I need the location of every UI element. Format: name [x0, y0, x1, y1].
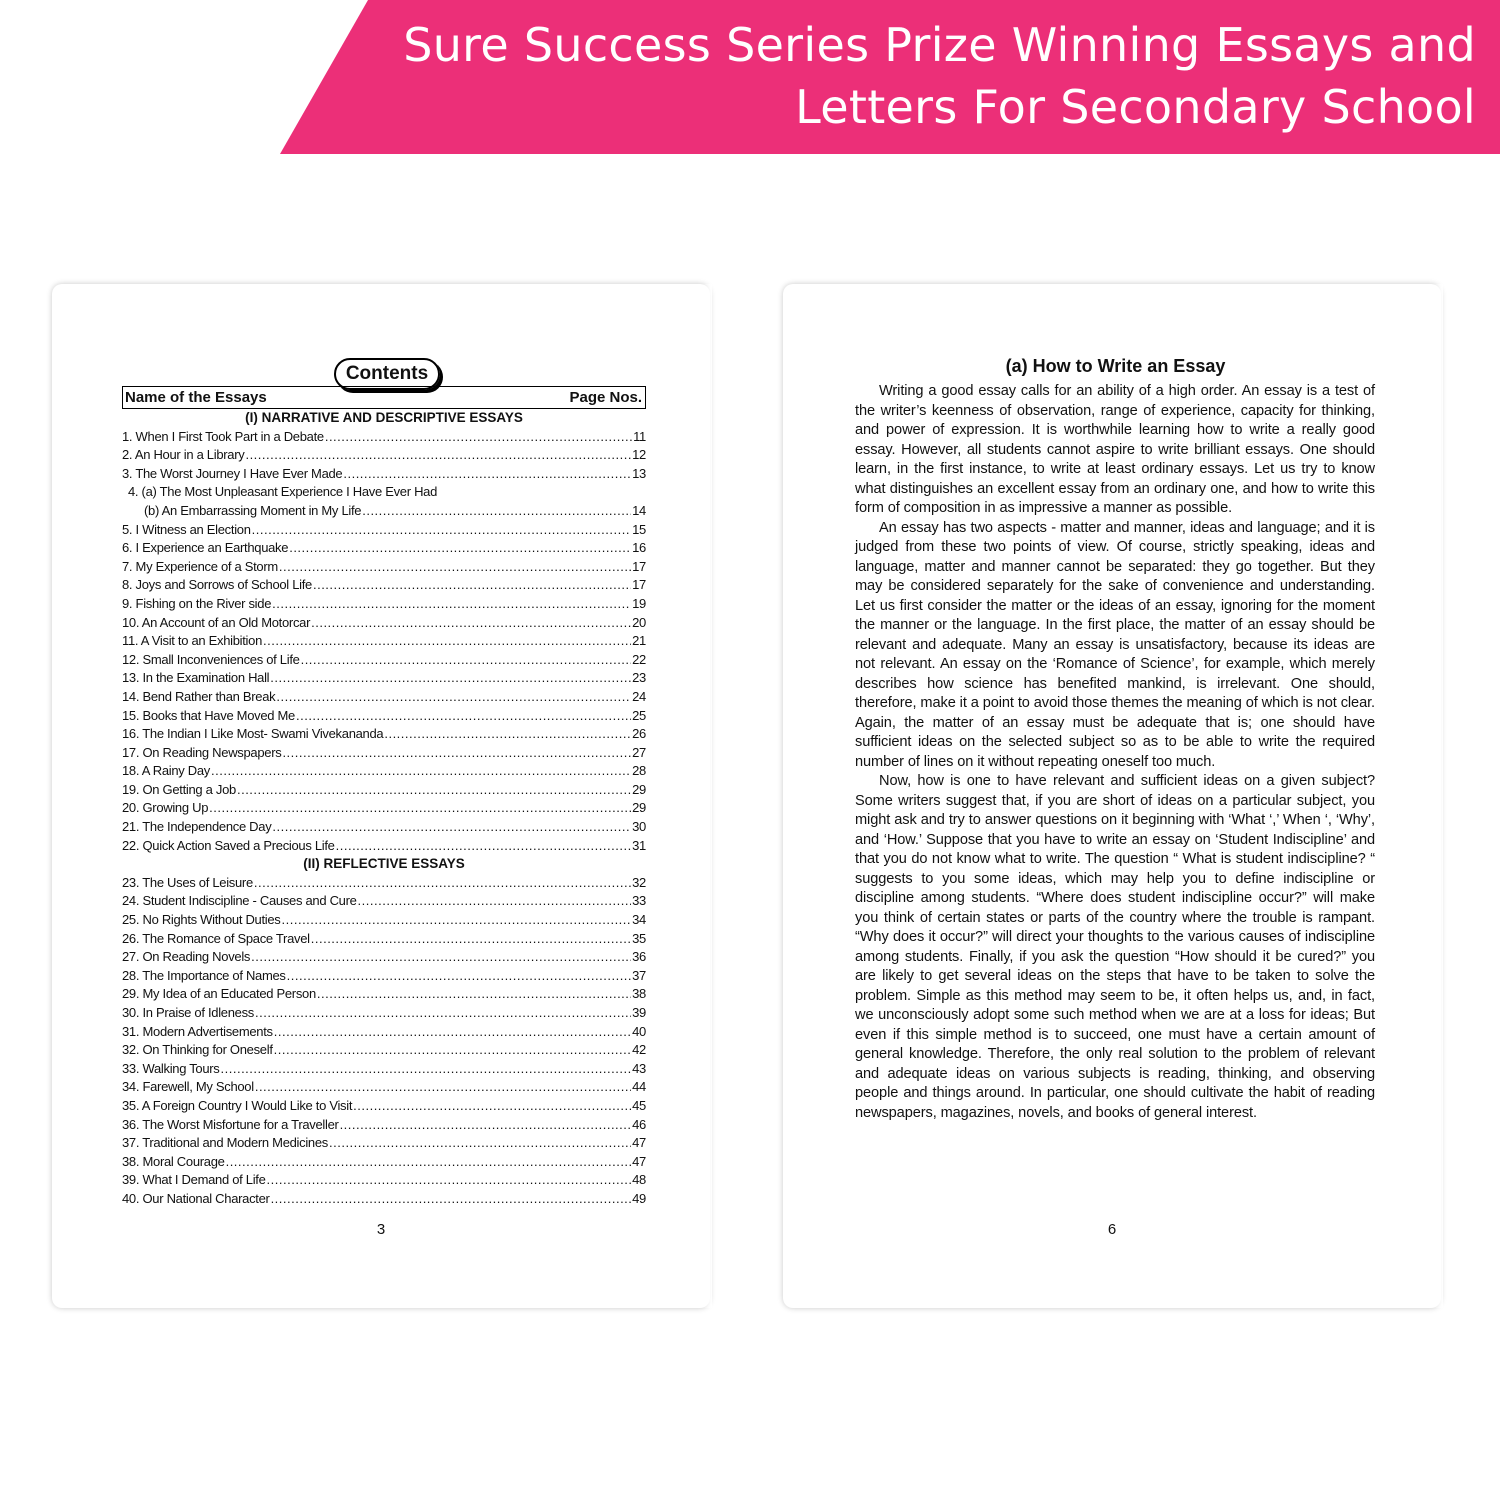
toc-entry-title: 16. The Indian I Like Most- Swami Vivekananda — [122, 726, 384, 742]
toc-entry — [122, 1078, 646, 1097]
page-edge — [1433, 284, 1443, 1308]
toc-entry — [122, 502, 646, 521]
toc-entry-page: 22 — [632, 651, 646, 667]
essay-page — [783, 284, 1441, 1308]
toc-entry-title: 35. A Foreign Country I Would Like to Visit — [122, 1097, 353, 1113]
toc-leader-dots — [211, 762, 631, 781]
toc-entry-title: 1. When I First Took Part in a Debate — [122, 428, 324, 444]
toc-entry — [122, 874, 646, 893]
toc-entry-title: 24. Student Indiscipline - Causes and Cure — [122, 893, 357, 909]
toc-entry-title: 38. Moral Courage — [122, 1153, 225, 1169]
toc-section2-list — [122, 874, 646, 1209]
essay-paragraph: Writing a good essay calls for an ability of a high order. An essay is a test of the writer’s keenness of observation, range of experience, capacity for thinking, and power of expression. It is worthwhile learning how to write a really good essay. However, all students cannot aspire to write brilliant essays. One should learn, in the first instance, to write at least ordinary essays. Let us try to know what distinguishes an excellent essay from an ordinary one, and how to write this form of composition in as impressive a manner as possible. — [855, 383, 1375, 516]
toc-entry-page: 14 — [632, 502, 646, 518]
toc-leader-dots — [384, 725, 631, 744]
toc-leader-dots — [252, 521, 631, 540]
toc-entry-page: 15 — [632, 521, 646, 537]
toc-entry-page: 17 — [632, 577, 646, 593]
toc-entry — [122, 762, 646, 781]
toc-entry-page: 49 — [632, 1190, 646, 1206]
toc-entry-page: 21 — [632, 633, 646, 649]
toc-entry-title: 9. Fishing on the River side — [122, 595, 272, 611]
toc-entry-title: 17. On Reading Newspapers — [122, 744, 282, 760]
page-edge — [702, 284, 712, 1308]
toc-leader-dots — [317, 985, 631, 1004]
toc-entry — [122, 1060, 646, 1079]
toc-entry-title: 39. What I Demand of Life — [122, 1172, 266, 1188]
toc-entry — [122, 688, 646, 707]
toc-entry-page: 23 — [632, 670, 646, 686]
toc-entry — [122, 465, 646, 484]
toc-entry — [122, 521, 646, 540]
contents-page — [52, 284, 710, 1308]
toc-entry-title: 21. The Independence Day — [122, 819, 272, 835]
toc-entry — [122, 930, 646, 949]
toc-leader-dots — [296, 707, 631, 726]
toc-entry-title: 28. The Importance of Names — [122, 967, 286, 983]
toc-leader-dots — [237, 781, 631, 800]
toc-entry-page: 30 — [632, 819, 646, 835]
toc-entry-title: 26. The Romance of Space Travel — [122, 930, 310, 946]
toc-entry — [122, 1190, 646, 1209]
toc-header-pages: Page Nos. — [569, 389, 642, 406]
toc-leader-dots — [245, 446, 631, 465]
toc-entry-title: 30. In Praise of Idleness — [122, 1005, 254, 1020]
toc-leader-dots — [358, 892, 632, 911]
toc-leader-dots — [287, 967, 631, 986]
toc-entry-page: 13 — [632, 465, 646, 481]
toc-leader-dots — [209, 799, 631, 818]
toc-leader-dots — [267, 1171, 632, 1190]
page-number: 3 — [376, 1221, 386, 1238]
toc-entry — [122, 576, 646, 595]
toc-entry — [122, 1134, 646, 1153]
toc-entry — [122, 837, 646, 856]
toc-entry-page: 39 — [632, 1005, 646, 1020]
toc-entry — [122, 1116, 646, 1135]
toc-entry — [122, 446, 646, 465]
toc-entry-page: 20 — [632, 614, 646, 630]
toc-entry-title: 31. Modern Advertisements — [122, 1023, 273, 1039]
toc-entry-page: 28 — [632, 763, 646, 779]
banner-title — [356, 14, 1476, 138]
toc-entry-page: 17 — [632, 558, 646, 574]
toc-entry-page: 29 — [632, 800, 646, 816]
toc-entry — [122, 669, 646, 688]
toc-entry-page: 42 — [632, 1042, 646, 1058]
toc-entry — [122, 911, 646, 930]
toc-entry — [122, 558, 646, 577]
toc-entry-page: 27 — [632, 744, 646, 760]
toc-entry-page: 12 — [632, 447, 646, 463]
toc-entry-title: 37. Traditional and Modern Medicines — [122, 1135, 328, 1151]
toc-entry-page: 33 — [632, 893, 646, 909]
toc-entry-page: 19 — [632, 595, 646, 611]
toc-entry-title: 29. My Idea of an Educated Person — [122, 986, 316, 1002]
toc-entry — [122, 948, 646, 967]
toc-entry-page: 37 — [632, 967, 646, 983]
toc-entry-title: 6. I Experience an Earthquake — [122, 540, 289, 556]
toc-entry-page: 46 — [632, 1116, 646, 1132]
toc-leader-dots — [274, 1023, 631, 1042]
toc-entry — [122, 744, 646, 763]
toc-entry — [122, 651, 646, 670]
toc-entry-page: 31 — [632, 837, 646, 853]
toc-leader-dots — [313, 576, 631, 595]
toc-entry — [122, 1023, 646, 1042]
toc-header — [122, 386, 646, 409]
toc-leader-dots — [329, 1134, 631, 1153]
toc-leader-dots — [272, 595, 631, 614]
toc-entry-title: 15. Books that Have Moved Me — [122, 707, 295, 723]
toc-entry-page: 29 — [632, 781, 646, 797]
toc-entry-title: 25. No Rights Without Duties — [122, 912, 281, 928]
toc-entry-title: 5. I Witness an Election — [122, 521, 251, 537]
toc-entry-title: 32. On Thinking for Oneself — [122, 1042, 273, 1058]
toc-leader-dots — [254, 874, 631, 893]
toc-entry-page: 45 — [632, 1097, 646, 1113]
toc-entry-page: 25 — [632, 707, 646, 723]
toc-leader-dots — [311, 930, 631, 949]
toc-entry-title: (b) An Embarrassing Moment in My Life — [144, 502, 362, 518]
essay-title: (a) How to Write an Essay — [1005, 356, 1226, 376]
toc-entry — [122, 1004, 646, 1023]
toc-entry-page: 38 — [632, 986, 646, 1002]
toc-entry-title: 4. (a) The Most Unpleasant Experience I Have Ever Had — [128, 484, 438, 500]
toc-entry-page: 40 — [632, 1023, 646, 1039]
toc-entry — [122, 1097, 646, 1116]
toc-leader-dots — [289, 539, 631, 558]
toc-entry-page: 47 — [632, 1135, 646, 1151]
banner-title-line2: Letters For Secondary School — [795, 80, 1476, 134]
toc-entry-title: 3. The Worst Journey I Have Ever Made — [122, 465, 343, 481]
toc-entry-page: 24 — [632, 688, 646, 704]
toc-leader-dots — [362, 502, 631, 521]
toc-entry-title: 8. Joys and Sorrows of School Life — [122, 577, 312, 593]
essay-paragraph: Now, how is one to have relevant and sufficient ideas on a given subject? Some writers suggest that, if you are short of ideas on a particular subject, you might ask and try to answer questions on it beginning with ‘What ‘,’ When ‘, ‘Why’, and ‘How.’ Suppose that you have to write an essay on ‘Student Indiscipline’ and that you do not know what to write. The question “ What is student indiscipline? “ suggests to you some ideas, which may help you to define indiscipline or discipline among students. “Where does student indiscipline occur?” will make you think of certain states or parts of the country where the trouble is rampant. “Why does it occur?” will direct your thoughts to the various causes of indiscipline among students. Finally, if you ask the question “How should it be cured?” you are likely to get several ideas on the steps that have to be taken to solve the problem. Simple as this method may seem to be, it often helps us, and, in fact, we unconsciously adopt some such method when we are at a loss for ideas; But even if this simple method is to succeed, one must have a certain amount of general knowledge. Therefore, the only real solution to the problem of relevant and adequate ideas on various subjects is reading, thinking, and observing people and things around. In particular, one should cultivate the habit of reading newspapers, magazines, novels, and books of general interest. — [855, 773, 1375, 1121]
toc-section-heading: (I) NARRATIVE AND DESCRIPTIVE ESSAYS — [245, 410, 523, 425]
toc-entry — [122, 707, 646, 726]
essay-paragraph: An essay has two aspects - matter and manner, ideas and language; and it is judged from these two points of view. Of course, strictly speaking, ideas and language, matter and manner cannot be separated: they go together. But they may be considered separately for the sake of convenience and understanding. Let us first consider the matter or the ideas of an essay, ignoring for the moment the manner or the language. In the first place, the matter of an essay should be relevant and adequate. Many an essay is unsatisfactory, because its ideas are not relevant. An essay on the ‘Romance of Science’, for example, which merely describes how science has benefited mankind, is irrelevant. One should, therefore, make it a point to avoid those themes the meaning of which is not clear. Again, the matter of an essay must be adequate that is; one should have sufficient ideas on the selected subject so as to be able to write the required number of lines on it without repeating oneself too much. — [855, 519, 1375, 770]
toc-entry-title: 2. An Hour in a Library — [122, 447, 245, 463]
toc-entry — [122, 985, 646, 1004]
contents-heading: Contents — [334, 358, 440, 390]
toc-entry-title: 18. A Rainy Day — [122, 763, 210, 779]
toc-header-essays: Name of the Essays — [125, 389, 267, 406]
toc-entry-title: 34. Farewell, My School — [122, 1079, 254, 1095]
toc-leader-dots — [340, 1116, 632, 1135]
toc-entry — [122, 614, 646, 633]
toc-leader-dots — [251, 948, 631, 967]
toc-entry-page: 26 — [632, 726, 646, 742]
toc-entry-page: 34 — [632, 912, 646, 928]
toc-section-heading: (II) REFLECTIVE ESSAYS — [303, 856, 465, 872]
table-of-contents — [122, 386, 646, 1209]
toc-leader-dots — [271, 1190, 632, 1209]
toc-leader-dots — [279, 558, 631, 577]
toc-leader-dots — [336, 837, 632, 856]
toc-entry-page: 35 — [632, 930, 646, 946]
toc-entry-title: 27. On Reading Novels — [122, 949, 251, 965]
toc-entry-title: 11. A Visit to an Exhibition — [122, 633, 262, 649]
toc-entry-title: 40. Our National Character — [122, 1190, 270, 1206]
toc-leader-dots — [282, 911, 632, 930]
toc-entry — [122, 539, 646, 558]
toc-entry-page: 48 — [632, 1172, 646, 1188]
toc-entry-title: 33. Walking Tours — [122, 1060, 220, 1076]
toc-entry — [122, 967, 646, 986]
toc-entry-title: 14. Bend Rather than Break — [122, 688, 276, 704]
toc-entry — [122, 1041, 646, 1060]
toc-entry — [122, 632, 646, 651]
toc-entry-title: 36. The Worst Misfortune for a Traveller — [122, 1116, 339, 1132]
toc-entry — [122, 799, 646, 818]
toc-leader-dots — [301, 651, 632, 670]
banner-title-line1: Sure Success Series Prize Winning Essays and — [403, 18, 1476, 72]
toc-leader-dots — [274, 1041, 631, 1060]
toc-entry — [122, 781, 646, 800]
toc-leader-dots — [282, 744, 631, 763]
toc-leader-dots — [221, 1060, 632, 1079]
toc-entry-title: 7. My Experience of a Storm — [122, 558, 278, 574]
toc-leader-dots — [270, 669, 631, 688]
toc-entry — [122, 1153, 646, 1172]
toc-leader-dots — [226, 1153, 632, 1172]
toc-leader-dots — [276, 688, 631, 707]
toc-leader-dots — [343, 465, 631, 484]
toc-entry-page: 43 — [632, 1060, 646, 1076]
toc-entry-title: 12. Small Inconveniences of Life — [122, 651, 300, 667]
toc-entry-title: 13. In the Examination Hall — [122, 670, 270, 686]
toc-entry — [122, 725, 646, 744]
toc-entry-title: 10. An Account of an Old Motorcar — [122, 614, 311, 630]
toc-entry-page: 47 — [632, 1153, 646, 1169]
toc-leader-dots — [311, 614, 631, 633]
toc-entry-title: 23. The Uses of Leisure — [122, 874, 253, 890]
toc-entry-page: 32 — [632, 874, 646, 890]
toc-leader-dots — [353, 1097, 631, 1116]
toc-entry — [122, 595, 646, 614]
toc-entry — [122, 1171, 646, 1190]
toc-entry — [122, 428, 646, 447]
toc-entry — [122, 483, 646, 502]
essay-body — [855, 382, 1375, 1123]
toc-entry-title: 20. Growing Up — [122, 800, 209, 816]
toc-entry-title: 22. Quick Action Saved a Precious Life — [122, 837, 335, 853]
toc-entry — [122, 892, 646, 911]
toc-section1-list — [122, 428, 646, 856]
toc-entry-page: 11 — [633, 428, 646, 444]
toc-entry-page: 36 — [632, 949, 646, 965]
toc-entry — [122, 818, 646, 837]
toc-entry-page: 16 — [632, 540, 646, 556]
toc-leader-dots — [255, 1078, 631, 1097]
toc-leader-dots — [255, 1004, 631, 1023]
page-number: 6 — [1107, 1221, 1117, 1238]
toc-leader-dots — [325, 428, 632, 447]
toc-leader-dots — [272, 818, 631, 837]
toc-leader-dots — [263, 632, 631, 651]
toc-entry-title: 19. On Getting a Job — [122, 781, 236, 797]
toc-entry-page: 44 — [632, 1079, 646, 1095]
